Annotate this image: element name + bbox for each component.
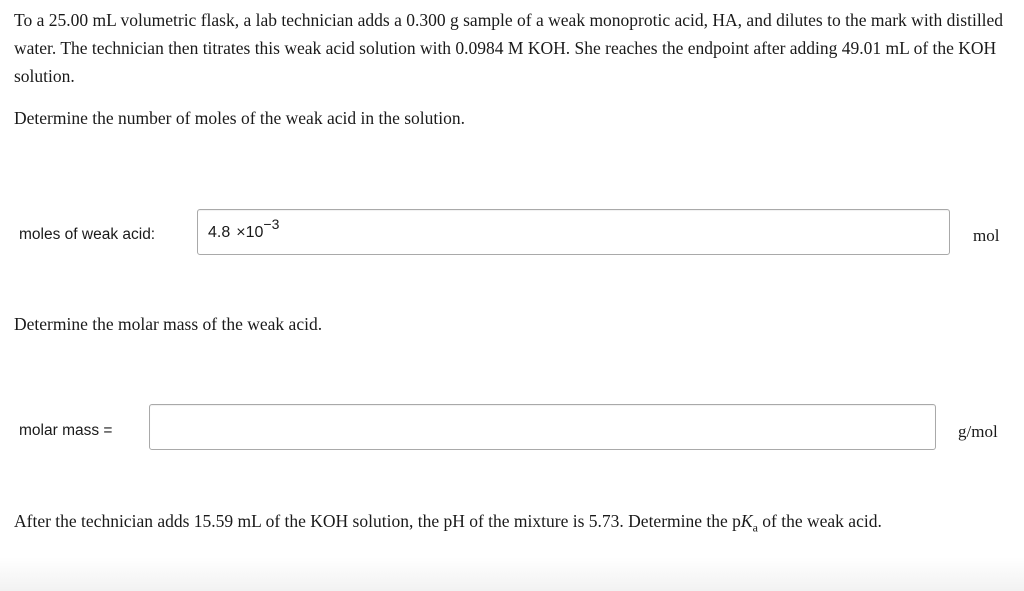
moles-answer-mantissa: 4.8 [208,224,231,241]
molar-mass-label: molar mass = [19,422,113,439]
moles-unit: mol [973,226,1000,245]
molar-mass-question: Determine the molar mass of the weak acid. [14,314,323,334]
pka-subscript: a [752,520,758,535]
molar-mass-unit: g/mol [958,422,998,441]
moles-label: moles of weak acid: [19,226,156,243]
pka-question-end: of the weak acid. [757,511,882,531]
pka-k-symbol: K [740,511,753,531]
molar-mass-input[interactable] [149,404,936,450]
pka-question-start: After the technician adds 15.59 mL of the KOH solution, the pH of the mixture is 5.73. Determine the p [14,511,741,531]
pka-question [14,509,882,540]
moles-answer-exponent: −3 [263,216,280,232]
moles-answer-times-ten: ×10 [236,224,264,241]
moles-answer-value [208,216,280,245]
moles-answer-input[interactable] [197,209,950,255]
problem-statement: To a 25.00 mL volumetric flask, a lab technician adds a 0.300 g sample of a weak monoprotic acid, HA, and dilutes to the mark with distilled water. The technician then titrates this weak acid solution with 0.0984 M KOH. She reaches the endpoint after adding 49.01 mL of the KOH solution. [14,10,1004,86]
moles-question: Determine the number of moles of the weak acid in the solution. [14,108,465,128]
bottom-shadow [0,557,1024,591]
